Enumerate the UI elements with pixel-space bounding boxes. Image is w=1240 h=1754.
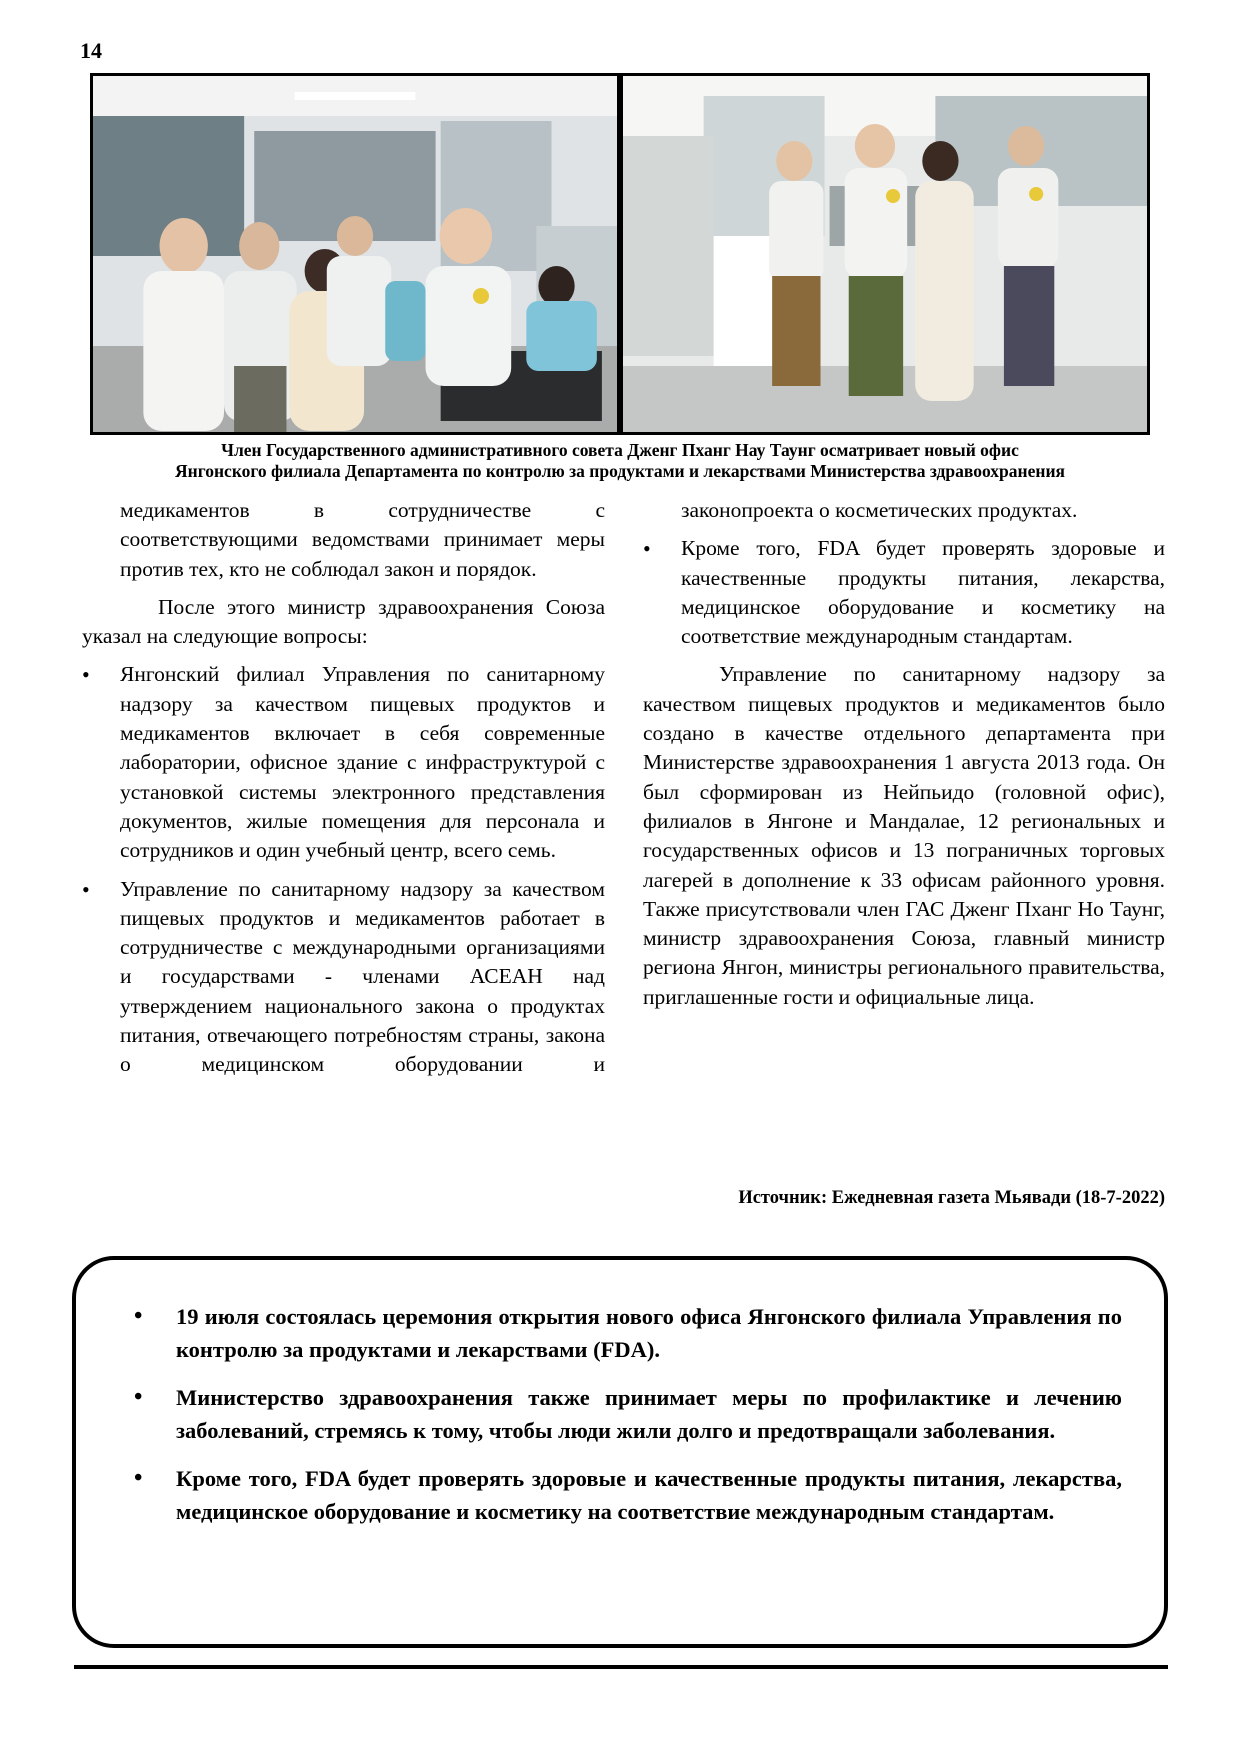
caption-line-1: Член Государственного административного совета Дженг Пханг Нау Таунг осматривает новый офис	[221, 440, 1019, 460]
summary-item-3: • Кроме того, FDA будет проверять здоровые и качественные продукты питания, лекарства, медицинское оборудование и косметику на соответствие международным стандартам.	[134, 1462, 1122, 1528]
summary-item-2: • Министерство здравоохранения также принимает меры по профилактике и лечению заболеваний, стремясь к тому, чтобы люди жили долго и предотвращали заболевания.	[134, 1381, 1122, 1447]
left-column	[82, 496, 605, 1080]
summary-item-1: • 19 июля состоялась церемония открытия нового офиса Янгонского филиала Управления по контролю за продуктами и лекарствами (FDA).	[134, 1300, 1122, 1366]
left-continuation-text: медикаментов в сотрудничестве с соответствующими ведомствами принимает меры против тех, кто не соблюдал закон и порядок.	[120, 498, 605, 581]
left-bullet-1: • Янгонский филиал Управления по санитарному надзору за качеством пищевых продуктов и медикаментов включает в себя современные лаборатории, офисное здание с инфраструктурой с установкой системы электронного представления документов, жилые помещения для персонала и сотрудников и один учебный центр, всего семь.	[82, 660, 605, 865]
left-paragraph: После этого министр здравоохранения Союза указал на следующие вопросы:	[82, 594, 605, 649]
photo-caption	[70, 440, 1170, 482]
photo-frame	[90, 73, 1150, 435]
summary-box	[72, 1256, 1168, 1648]
left-bullet-2: • Управление по санитарному надзору за качеством пищевых продуктов и медикаментов работает в сотрудничестве с международными организациями и государствами - членами АСЕАН над утверждением национального закона о продуктах питания, отвечающего потребностям страны, закона о медицинском оборудовании и	[82, 875, 605, 1080]
bottom-rule	[74, 1665, 1168, 1669]
lab-visit-photo-left	[93, 76, 617, 432]
right-column	[643, 496, 1165, 1012]
source-citation: Источник: Ежедневная газета Мьявади (18-7-2022)	[738, 1188, 1165, 1208]
page-number: 14	[80, 38, 102, 63]
right-paragraph: Управление по санитарному надзору за качеством пищевых продуктов и медикаментов было создано в качестве отдельного департамента при Министерстве здравоохранения 1 августа 2013 года. Он был сформирован из Нейпьидо (головной офис), филиалов в Янгоне и Мандалае, 12 региональных и государственных офисов и 13 пограничных торговых лагерей в дополнение к 33 офисам районного уровня. Также присутствовали член ГАС Дженг Пханг Но Таунг, министр здравоохранения Союза, главный министр региона Янгон, министры регионального правительства, приглашенные гости и официальные лица.	[643, 662, 1165, 1009]
caption-line-2: Янгонского филиала Департамента по контролю за продуктами и лекарствами Министерства здравоохранения	[174, 461, 1065, 481]
lab-visit-photo-right	[623, 76, 1147, 432]
right-continuation-text: законопроекта о косметических продуктах.	[681, 498, 1078, 522]
right-bullet: • Кроме того, FDA будет проверять здоровые и качественные продукты питания, лекарства, медицинское оборудование и косметику на соответствие международным стандартам.	[643, 534, 1165, 651]
